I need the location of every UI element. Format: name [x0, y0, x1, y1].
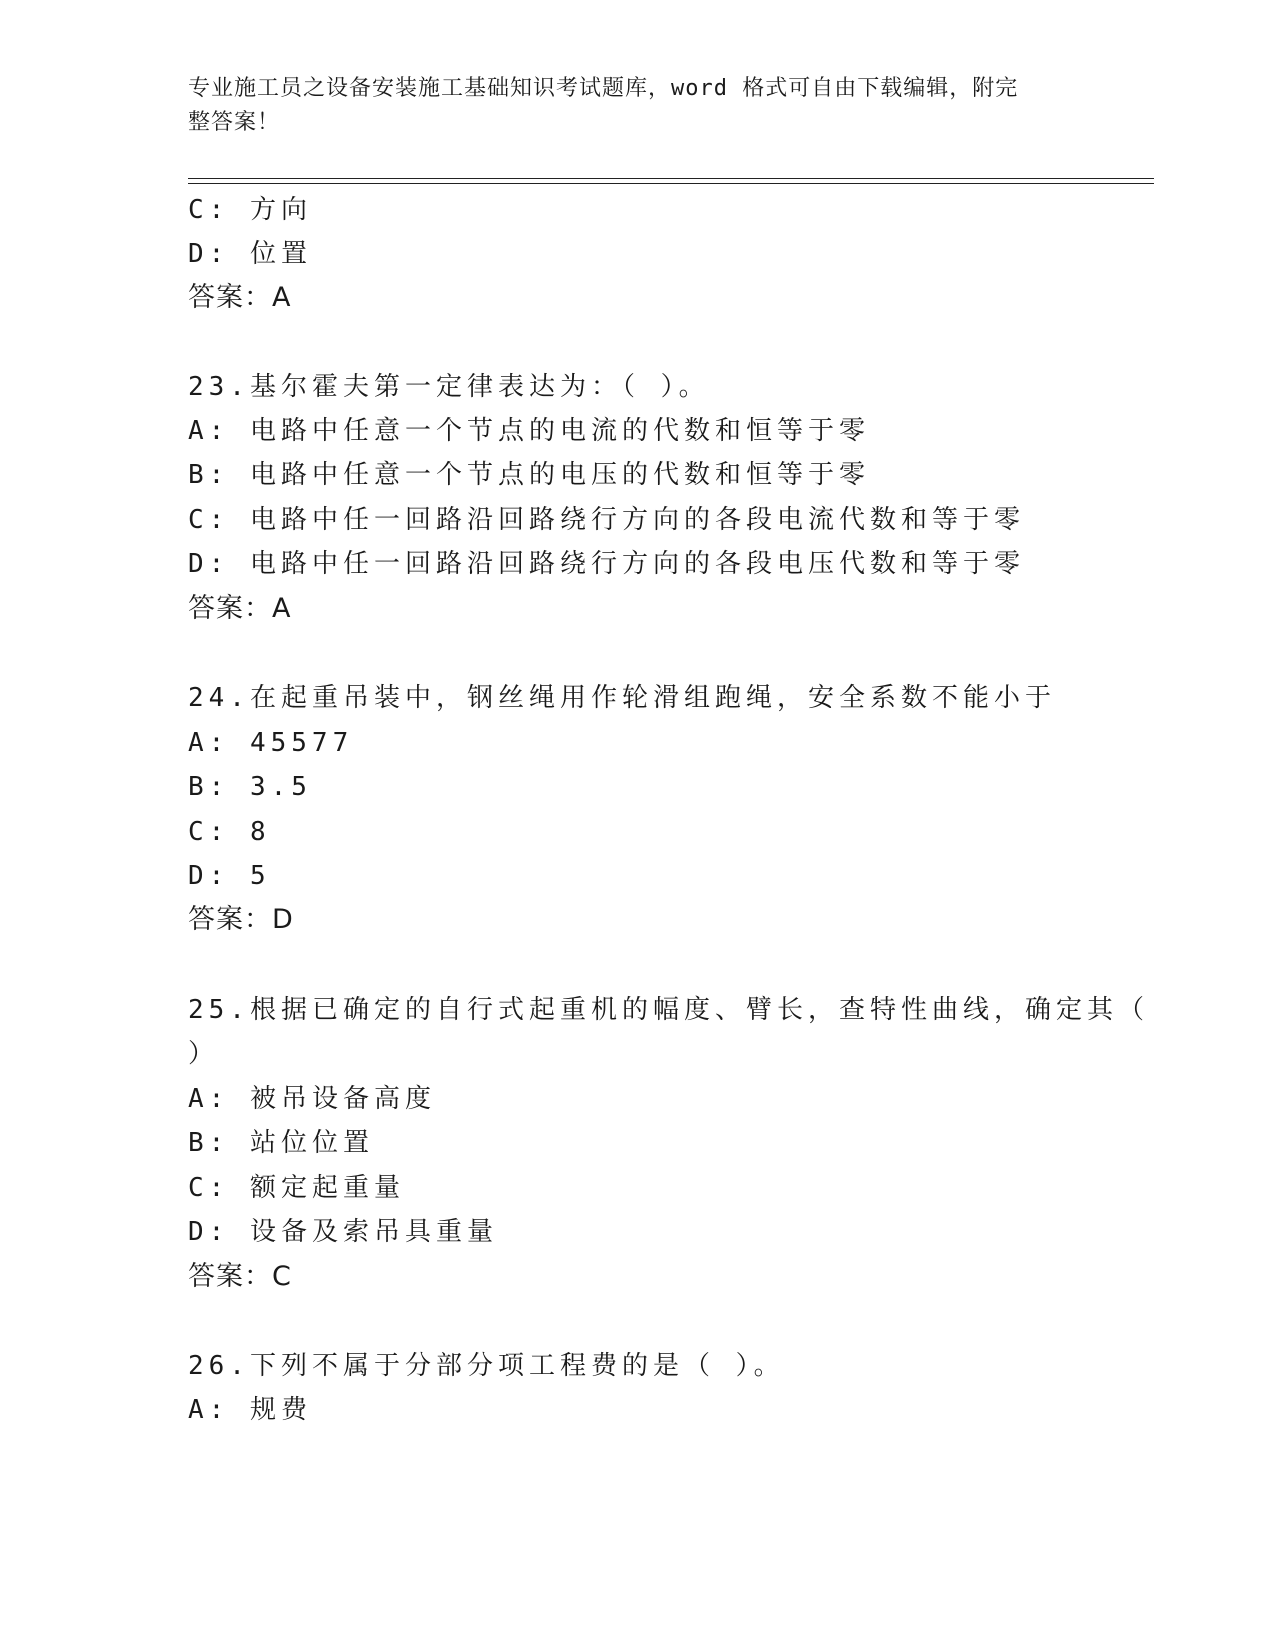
option-d: D: 电路中任一回路沿回路绕行方向的各段电压代数和等于零: [188, 549, 1025, 579]
question-stem: 25.根据已确定的自行式起重机的幅度、臂长，查特性曲线，确定其（: [188, 995, 1149, 1025]
header-line-2: 整答案！: [188, 110, 281, 135]
header-line-1: 专业施工员之设备安装施工基础知识考试题库，word 格式可自由下载编辑，附完: [188, 76, 1019, 101]
answer: 答案：A: [188, 282, 292, 313]
question-stem-continuation: ）: [188, 1039, 220, 1069]
option-a: A: 规费: [188, 1395, 312, 1425]
header-divider-bottom: [188, 183, 1154, 184]
option-a: A: 45577: [188, 728, 354, 758]
option-b: B: 3.5: [188, 772, 312, 802]
option-d: D: 5: [188, 861, 271, 891]
option-a: A: 电路中任意一个节点的电流的代数和恒等于零: [188, 416, 870, 446]
option-c: C: 电路中任一回路沿回路绕行方向的各段电流代数和等于零: [188, 505, 1025, 535]
option-d: D: 设备及索吊具重量: [188, 1217, 498, 1247]
option-c: C: 方向: [188, 195, 312, 225]
option-b: B: 电路中任意一个节点的电压的代数和恒等于零: [188, 460, 870, 490]
document-header: [188, 72, 1088, 140]
answer: 答案：D: [188, 904, 294, 935]
option-c: C: 8: [188, 817, 271, 847]
answer: 答案：A: [188, 593, 292, 624]
option-c: C: 额定起重量: [188, 1173, 405, 1203]
question-stem: 26.下列不属于分部分项工程费的是（ ）。: [188, 1351, 785, 1381]
option-a: A: 被吊设备高度: [188, 1084, 436, 1114]
header-divider-top: [188, 178, 1154, 179]
answer: 答案：C: [188, 1261, 292, 1292]
option-b: B: 站位位置: [188, 1128, 374, 1158]
question-stem: 24.在起重吊装中，钢丝绳用作轮滑组跑绳，安全系数不能小于: [188, 683, 1056, 713]
option-d: D: 位置: [188, 239, 312, 269]
question-stem: 23.基尔霍夫第一定律表达为：（ ）。: [188, 372, 710, 402]
